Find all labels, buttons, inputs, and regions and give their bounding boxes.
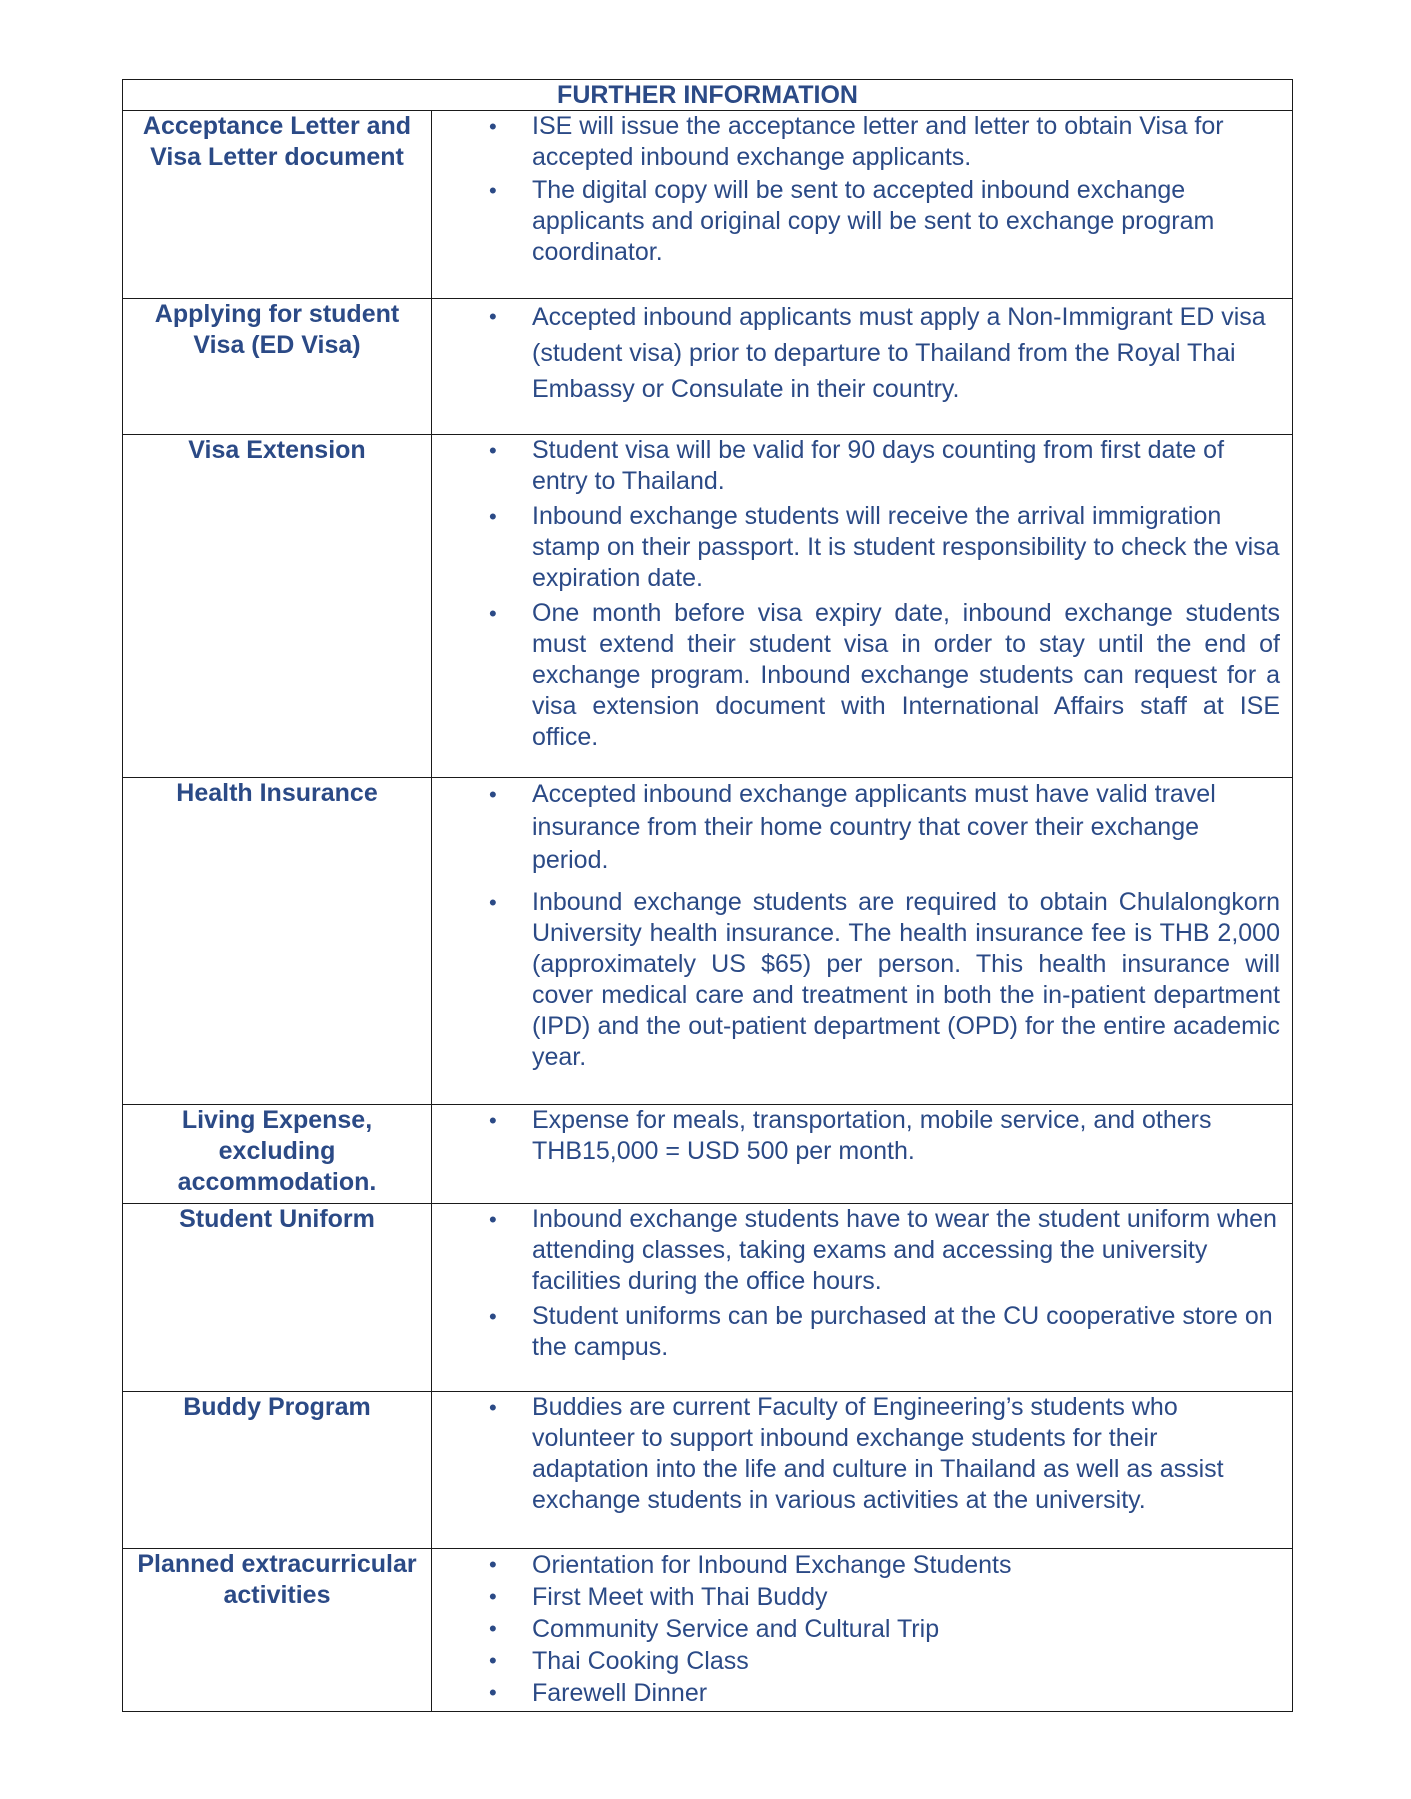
bullet-icon: • bbox=[489, 1680, 497, 1705]
list-item bbox=[432, 435, 1280, 497]
table-row bbox=[123, 1204, 1293, 1392]
item-text: Accepted inbound exchange applicants must have valid travel insurance from their home country that cover their exchange period. bbox=[532, 780, 1216, 874]
list-item bbox=[432, 1549, 1280, 1581]
bullet-icon: • bbox=[489, 1648, 497, 1673]
item-text: Inbound exchange students are required to obtain Chulalongkorn University health insurance. The health insurance fee is THB 2,000 (approximately US $65) per person. This health insurance will cover medical care and treatment in both the in-patient department (IPD) and the out-patient department (OPD) for the entire academic year. bbox=[532, 888, 1280, 1071]
row-content bbox=[432, 299, 1293, 435]
row-content bbox=[432, 1392, 1293, 1549]
item-text: First Meet with Thai Buddy bbox=[532, 1583, 828, 1611]
bullet-list bbox=[432, 1105, 1280, 1167]
bullet-icon: • bbox=[489, 1584, 497, 1609]
bullet-list bbox=[432, 435, 1280, 753]
item-text: The digital copy will be sent to accepted inbound exchange applicants and original copy will be sent to exchange program coordinator. bbox=[532, 176, 1215, 266]
list-item bbox=[432, 1613, 1280, 1645]
bullet-list bbox=[432, 299, 1280, 407]
bullet-icon: • bbox=[489, 504, 497, 529]
item-text: Orientation for Inbound Exchange Students bbox=[532, 1551, 1012, 1579]
item-text: Expense for meals, transportation, mobile service, and others THB15,000 = USD 500 per month. bbox=[532, 1106, 1212, 1165]
row-label: Living Expense, excluding accommodation. bbox=[123, 1105, 432, 1204]
bullet-icon: • bbox=[489, 601, 497, 626]
item-text: One month before visa expiry date, inbound exchange students must extend their student visa in order to stay until the end of exchange program. Inbound exchange students can request for a visa extension document with International Affairs staff at ISE office. bbox=[532, 599, 1280, 751]
bullet-list bbox=[432, 778, 1280, 1073]
table-title: FURTHER INFORMATION bbox=[123, 80, 1293, 111]
list-item bbox=[432, 501, 1280, 594]
bullet-icon: • bbox=[489, 304, 497, 329]
row-content bbox=[432, 1549, 1293, 1712]
list-item bbox=[432, 1392, 1280, 1516]
list-item bbox=[432, 1204, 1280, 1297]
list-item bbox=[432, 299, 1280, 407]
bullet-list bbox=[432, 1392, 1280, 1516]
bullet-icon: • bbox=[489, 1552, 497, 1577]
list-item bbox=[432, 111, 1280, 173]
bullet-icon: • bbox=[489, 1207, 497, 1232]
bullet-icon: • bbox=[489, 178, 497, 203]
table-title-row bbox=[123, 80, 1293, 111]
item-text: ISE will issue the acceptance letter and letter to obtain Visa for accepted inbound exchange applicants. bbox=[532, 112, 1224, 171]
item-text: Thai Cooking Class bbox=[532, 1647, 749, 1675]
item-text: Inbound exchange students have to wear the student uniform when attending classes, taking exams and accessing the university facilities during the office hours. bbox=[532, 1205, 1277, 1295]
item-text: Farewell Dinner bbox=[532, 1679, 708, 1707]
item-text: Buddies are current Faculty of Engineering’s students who volunteer to support inbound exchange students for their adaptation into the life and culture in Thailand as well as assist exchange students in various activities at the university. bbox=[532, 1393, 1224, 1514]
list-item bbox=[432, 175, 1280, 268]
bullet-icon: • bbox=[489, 1304, 497, 1329]
bullet-list bbox=[432, 1549, 1280, 1709]
item-text: Student visa will be valid for 90 days counting from first date of entry to Thailand. bbox=[532, 436, 1225, 495]
bullet-list bbox=[432, 111, 1280, 268]
row-label: Health Insurance bbox=[123, 778, 432, 1105]
table-row bbox=[123, 111, 1293, 299]
item-text: Accepted inbound applicants must apply a Non-Immigrant ED visa (student visa) prior to departure to Thailand from the Royal Thai Embassy or Consulate in their country. bbox=[532, 303, 1266, 403]
list-item bbox=[432, 1581, 1280, 1613]
row-label: Student Uniform bbox=[123, 1204, 432, 1392]
table-row bbox=[123, 1549, 1293, 1712]
row-content bbox=[432, 435, 1293, 778]
list-item bbox=[432, 598, 1280, 753]
list-item bbox=[432, 1645, 1280, 1677]
item-text: Student uniforms can be purchased at the CU cooperative store on the campus. bbox=[532, 1302, 1273, 1361]
table-row bbox=[123, 435, 1293, 778]
list-item bbox=[432, 1677, 1280, 1709]
list-item bbox=[432, 1105, 1280, 1167]
row-content bbox=[432, 111, 1293, 299]
bullet-icon: • bbox=[489, 1395, 497, 1420]
bullet-icon: • bbox=[489, 438, 497, 463]
item-text: Community Service and Cultural Trip bbox=[532, 1615, 940, 1643]
list-item bbox=[432, 887, 1280, 1073]
further-information-table bbox=[122, 79, 1293, 1712]
row-label: Buddy Program bbox=[123, 1392, 432, 1549]
row-content bbox=[432, 1105, 1293, 1204]
table-row bbox=[123, 1392, 1293, 1549]
table-row bbox=[123, 299, 1293, 435]
table-row bbox=[123, 1105, 1293, 1204]
item-text: Inbound exchange students will receive the arrival immigration stamp on their passport. It is student responsibility to check the visa expiration date. bbox=[532, 502, 1280, 592]
bullet-list bbox=[432, 1204, 1280, 1363]
bullet-icon: • bbox=[489, 1108, 497, 1133]
list-item bbox=[432, 1301, 1280, 1363]
row-label: Visa Extension bbox=[123, 435, 432, 778]
bullet-icon: • bbox=[489, 782, 497, 807]
row-label: Acceptance Letter and Visa Letter document bbox=[123, 111, 432, 299]
row-label: Applying for student Visa (ED Visa) bbox=[123, 299, 432, 435]
row-label: Planned extracurricular activities bbox=[123, 1549, 432, 1712]
row-content bbox=[432, 778, 1293, 1105]
table-row bbox=[123, 778, 1293, 1105]
list-item bbox=[432, 778, 1280, 877]
bullet-icon: • bbox=[489, 114, 497, 139]
row-content bbox=[432, 1204, 1293, 1392]
bullet-icon: • bbox=[489, 1616, 497, 1641]
bullet-icon: • bbox=[489, 890, 497, 915]
